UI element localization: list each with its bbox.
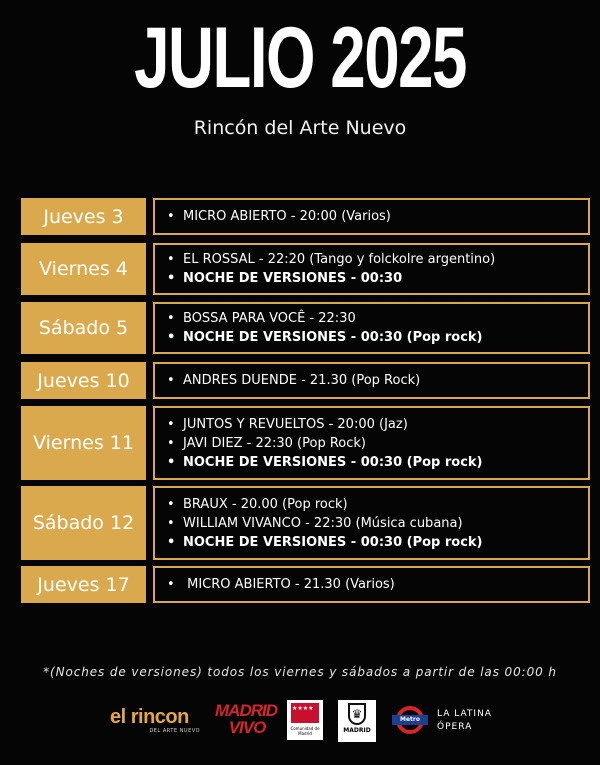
event-item: • NOCHE DE VERSIONES - 00:30 (Pop rock) bbox=[167, 533, 588, 552]
event-item: • JAVI DIEZ - 22:30 (Pop Rock) bbox=[167, 434, 588, 453]
event-list bbox=[153, 243, 590, 295]
comunidad-de-madrid-logo bbox=[287, 700, 323, 740]
station-la-latina: LA LATINA bbox=[437, 709, 492, 719]
event-item: • ANDRES DUENDE - 21.30 (Pop Rock) bbox=[167, 371, 588, 390]
event-item: • WILLIAM VIVANCO - 22:30 (Música cubana) bbox=[167, 514, 588, 533]
event-list bbox=[153, 302, 590, 354]
event-item: • MICRO ABIERTO - 20:00 (Varios) bbox=[167, 207, 588, 226]
el-rincon-logo-text: el rincon bbox=[110, 706, 189, 728]
metro-stations bbox=[437, 708, 507, 734]
schedule-row bbox=[21, 486, 590, 560]
metro-logo bbox=[392, 706, 428, 734]
venue-subtitle: Rincón del Arte Nuevo bbox=[193, 117, 407, 139]
event-item: • NOCHE DE VERSIONES - 00:30 bbox=[167, 269, 588, 288]
event-list bbox=[153, 362, 590, 399]
madrid-shield-icon: ♛ bbox=[348, 703, 366, 725]
day-label: Sábado 12 bbox=[21, 486, 146, 560]
event-item: • BOSSA PARA VOCÊ - 22:30 bbox=[167, 309, 588, 328]
day-label: Viernes 4 bbox=[21, 243, 146, 295]
page-title: JULIO 2025 bbox=[134, 10, 466, 106]
event-item: • JUNTOS Y REVUELTOS - 20:00 (Jaz) bbox=[167, 415, 588, 434]
event-item: • EL ROSSAL - 22:20 (Tango y folckolre argentino) bbox=[167, 250, 588, 269]
day-label: Jueves 10 bbox=[21, 362, 146, 399]
day-label: Sábado 5 bbox=[21, 302, 146, 354]
ayuntamiento-madrid-logo bbox=[338, 700, 376, 742]
schedule-row bbox=[21, 406, 590, 480]
madrid-en-vivo-logo bbox=[215, 701, 277, 737]
madrid-en-vivo-line2: VIVO bbox=[228, 718, 266, 737]
schedule-row bbox=[21, 302, 590, 354]
comunidad-logo-text: Comunidad de Madrid bbox=[290, 726, 320, 736]
metro-logo-text: Metro bbox=[392, 715, 428, 725]
madrid-en-vivo-line1: MADRID bbox=[215, 701, 277, 720]
event-list bbox=[153, 486, 590, 560]
event-item: • MICRO ABIERTO - 21.30 (Varios) bbox=[167, 575, 588, 594]
event-item: • BRAUX - 20.00 (Pop rock) bbox=[167, 495, 588, 514]
day-label: Jueves 3 bbox=[21, 198, 146, 235]
event-item: • NOCHE DE VERSIONES - 00:30 (Pop rock) bbox=[167, 453, 588, 472]
schedule-row bbox=[21, 566, 590, 603]
day-label: Viernes 11 bbox=[21, 406, 146, 480]
day-label: Jueves 17 bbox=[21, 566, 146, 603]
footnote: *(Noches de versiones) todos los viernes y sábados a partir de las 00:00 h bbox=[43, 665, 557, 679]
ayuntamiento-logo-text: MADRID bbox=[343, 727, 371, 734]
schedule-row bbox=[21, 362, 590, 399]
el-rincon-logo bbox=[110, 706, 200, 734]
el-rincon-logo-subtext: DEL ARTE NUEVO bbox=[149, 728, 200, 734]
comunidad-flag-icon bbox=[291, 703, 319, 723]
sponsor-logos bbox=[0, 698, 600, 748]
event-list bbox=[153, 198, 590, 235]
event-list bbox=[153, 566, 590, 603]
event-item: • NOCHE DE VERSIONES - 00:30 (Pop rock) bbox=[167, 328, 588, 347]
event-list bbox=[153, 406, 590, 480]
schedule-row bbox=[21, 243, 590, 295]
station-opera: ÓPERA bbox=[437, 722, 473, 732]
schedule-row bbox=[21, 198, 590, 235]
